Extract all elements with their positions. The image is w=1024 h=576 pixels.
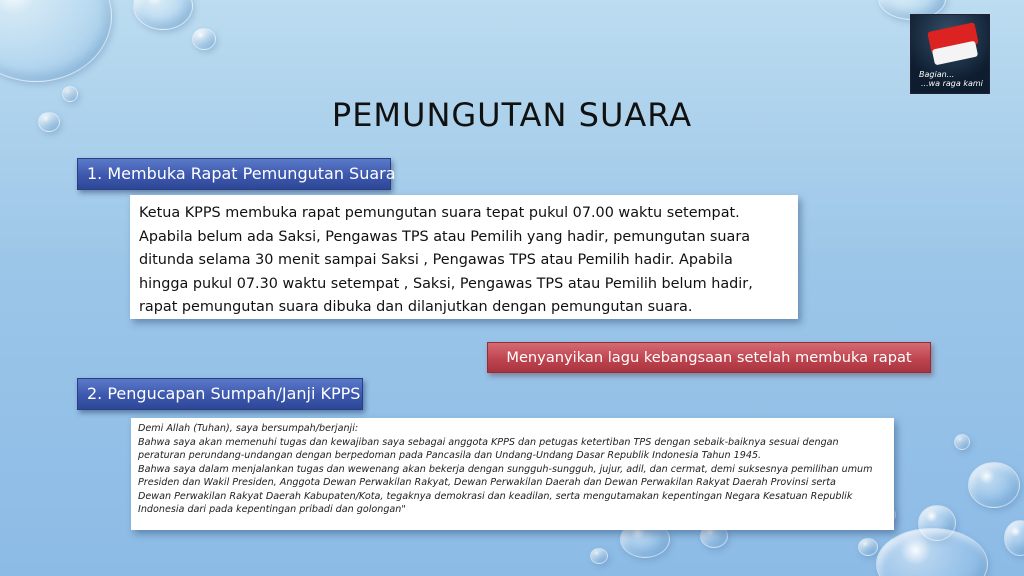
section-1-line: hingga pukul 07.30 waktu setempat , Saksi, Pengawas TPS atau Pemilih belum hadir, <box>139 275 753 292</box>
anthem-note: Menyanyikan lagu kebangsaan setelah membuka rapat <box>487 342 931 373</box>
section-1-line: Ketua KPPS membuka rapat pemungutan suara tepat pukul 07.00 waktu setempat. <box>139 205 740 221</box>
section-1-line: Apabila belum ada Saksi, Pengawas TPS atau Pemilih yang hadir, pemungutan suara <box>139 228 751 245</box>
water-drop <box>954 434 970 450</box>
section-2-text <box>138 422 888 517</box>
section-1-heading: 1. Membuka Rapat Pemungutan Suara <box>77 158 391 190</box>
water-drop <box>1004 520 1024 556</box>
oath-line: Bahwa saya dalam menjalankan tugas dan wewenang akan bekerja dengan sungguh-sungguh, jujur, adil, dan cermat, demi suksesnya pemilihan umum <box>138 463 873 475</box>
water-drop <box>590 548 608 564</box>
section-1-text <box>139 202 792 320</box>
slide-title: PEMUNGUTAN SUARA <box>331 96 693 134</box>
section-1-line: ditunda selama 30 menit sampai Saksi , Pengawas TPS atau Pemilih hadir. Apabila <box>139 252 733 268</box>
water-drop <box>0 0 112 82</box>
oath-line: Demi Allah (Tuhan), saya bersumpah/berjanji: <box>138 423 359 434</box>
oath-line: Bahwa saya akan memenuhi tugas dan kewajiban saya sebagai anggota KPPS dan petugas ketertiban TPS dengan sebaik-baiknya sesuai dengan <box>138 436 839 448</box>
flag-logo <box>910 14 990 94</box>
logo-caption-line1: Bagian... <box>919 70 955 79</box>
water-drop <box>968 462 1020 508</box>
water-drop <box>192 28 216 50</box>
oath-line: peraturan perundang-undangan dengan berpedoman pada Pancasila dan Undang-Undang Dasar Republik Indonesia Tahun 1945. <box>138 450 762 461</box>
water-drop <box>876 528 988 576</box>
water-drop <box>858 538 878 556</box>
oath-line: Indonesia dari pada kepentingan pribadi dan golongan" <box>138 504 406 515</box>
section-2-heading: 2. Pengucapan Sumpah/Janji KPPS <box>77 378 363 410</box>
oath-line: Presiden dan Wakil Presiden, Anggota Dewan Perwakilan Rakyat, Dewan Perwakilan Daerah dan Dewan Perwakilan Rakyat Daerah Provinsi serta <box>138 477 836 488</box>
water-drop <box>133 0 193 30</box>
section-2-textbox <box>131 418 894 530</box>
oath-line: Dewan Perwakilan Rakyat Daerah Kabupaten/Kota, tegaknya demokrasi dan keadilan, serta mengutamakan kepentingan Negara Kesatuan Republik <box>138 490 853 502</box>
logo-caption-line2: ...wa raga kami <box>921 79 983 88</box>
section-1-line: rapat pemungutan suara dibuka dan dilanjutkan dengan pemungutan suara. <box>139 299 693 315</box>
section-1-textbox <box>130 195 798 319</box>
